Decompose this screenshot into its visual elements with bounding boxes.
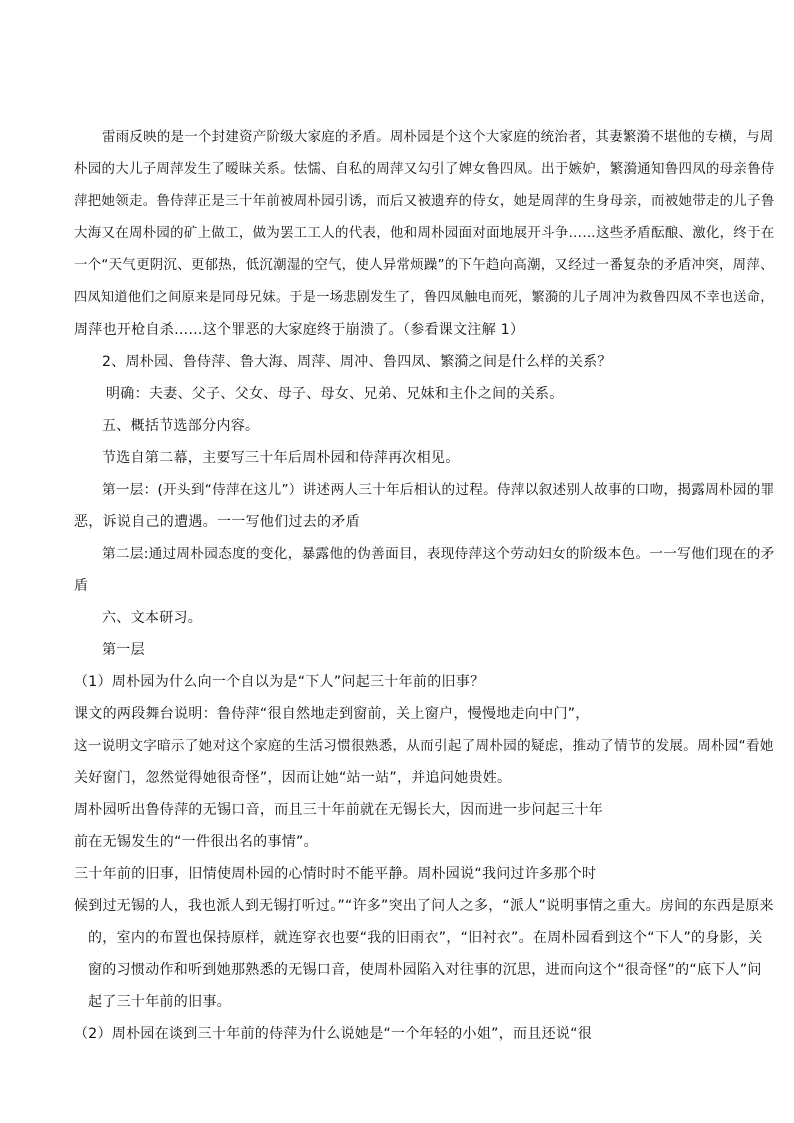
paragraph-line: 周萍也开枪自杀……这个罪恶的大家庭终于崩溃了。（参看课文注解 1） [74, 322, 525, 338]
section-5-intro: 节选自第二幕，主要写三十年后周朴园和侍萍再次相见。 [102, 450, 460, 466]
body-line: 三十年前的旧事，旧情使周朴园的心情时时不能平静。周朴园说“我问过许多那个时 [74, 866, 597, 882]
layer-2-text-cont: 盾 [74, 578, 89, 594]
paragraph-line: 萍把她领走。鲁侍萍正是三十年前被周朴园引诱，而后又被遗弃的侍女，她是周萍的生身母亲，而被她带走的儿子鲁 [74, 194, 775, 209]
answer-2: 明确：夫妻、父子、父女、母子、母女、兄弟、兄妹和主仆之间的关系。 [106, 386, 564, 402]
body-line: 关好窗门，忽然觉得她很奇怪”，因而让她“站一站”，并追问她贵姓。 [74, 770, 512, 786]
body-line: 周朴园听出鲁侍萍的无锡口音，而且三十年前就在无锡长大，因而进一步问起三十年 [74, 802, 604, 818]
body-line: 候到过无锡的人，我也派人到无锡打听过。”“许多”突出了问人之多，“派人”说明事情之重大。房间的东西是原来 [74, 898, 774, 914]
paragraph-line: 四凤知道他们之间原来是同母兄妹。于是一场悲剧发生了，鲁四凤触电而死，繁漪的儿子周冲为救鲁四凤不幸也送命， [74, 290, 774, 305]
indented-line: 的，室内的布置也保持原样，就连穿衣也要“我的旧雨衣”，“旧衬衣”。在周朴园看到这个“下人”的身影，关 [88, 930, 763, 946]
body-line: 课文的两段舞台说明：鲁侍萍“很自然地走到窗前，关上窗户，慢慢地走向中门”， [74, 706, 590, 722]
indented-line: 起了三十年前的旧事。 [88, 994, 231, 1010]
layer-1-text-cont: 恶，诉说自己的遭遇。一一写他们过去的矛盾 [74, 514, 360, 530]
question-2b: （2）周朴园在谈到三十年前的侍萍为什么说她是“一个年轻的小姐”，而且还说“很 [74, 1026, 593, 1042]
layer-2-text: 第二层:通过周朴园态度的变化，暴露他的伪善面目，表现侍萍这个劳动妇女的阶级本色。一一写他们现在的矛 [102, 546, 775, 562]
paragraph-line: 一个“天气更阴沉、更郁热，低沉潮湿的空气，使人异常烦躁”的下午趋向高潮，又经过一番复杂的矛盾冲突，周萍、 [74, 258, 774, 273]
paragraph-line: 朴园的大儿子周萍发生了暧昧关系。怯懦、自私的周萍又勾引了婢女鲁四凤。出于嫉妒，繁漪通知鲁四凤的母亲鲁侍 [74, 162, 775, 177]
paragraph-line: 雷雨反映的是一个封建资产阶级大家庭的矛盾。周朴园是个这个大家庭的统治者，其妻繁漪不堪他的专横，与周 [102, 130, 774, 145]
question-1: （1）周朴园为什么向一个自以为是“下人”问起三十年前的旧事？ [74, 674, 485, 690]
indented-line: 窗的习惯动作和听到她那熟悉的无锡口音，使周朴园陷入对往事的沉思，进而向这个“很奇怪”的“底下人”问 [88, 962, 762, 978]
body-line: 这一说明文字暗示了她对这个家庭的生活习惯很熟悉，从而引起了周朴园的疑虑，推动了情节的发展。周朴园“看她 [74, 738, 774, 754]
first-layer-heading: 第一层 [102, 642, 145, 658]
body-line: 前在无锡发生的“一件很出名的事情”。 [74, 834, 318, 850]
question-2: 2、周朴园、鲁侍萍、鲁大海、周萍、周冲、鲁四凤、繁漪之间是什么样的关系？ [102, 354, 612, 370]
layer-1-text: 第一层：(开头到“侍萍在这儿”）讲述两人三十年后相认的过程。侍萍以叙述别人故事的口吻，揭露周朴园的罪 [102, 482, 775, 498]
section-5-heading: 五、概括节选部分内容。 [102, 418, 260, 434]
paragraph-line: 大海又在周朴园的矿上做工，做为罢工工人的代表，他和周朴园面对面地展开斗争……这些矛盾酝酿、激化，终于在 [74, 226, 775, 241]
section-6-heading: 六、文本研习。 [102, 610, 203, 626]
